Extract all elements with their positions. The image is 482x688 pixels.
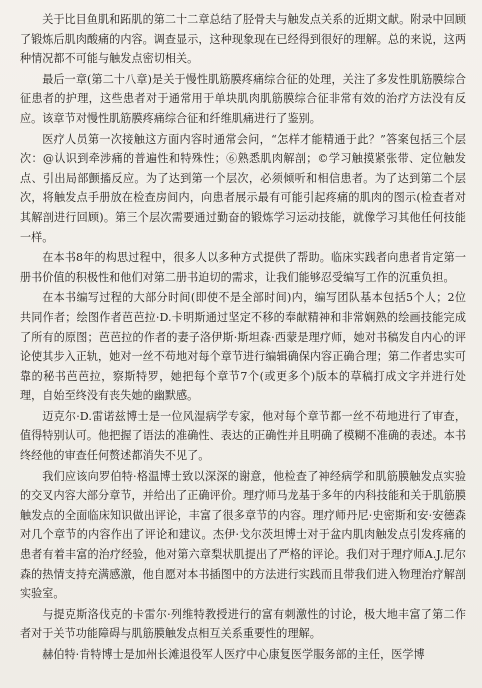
paragraph-5: 在本书编写过程的大部分时间(即使不是全部时间)内，编写团队基本包括5个人；2位共同作者；绘图作者芭芭拉·D.卡明斯通过坚定不移的奉献精神和非常娴熟的绘画技能完成了所有的原图；芭芭拉的作者的妻子洛伊斯·斯坦森·西蒙是理疗师，她对书稿发自内心的评论使其步入正轨，她对一丝不苟地对每个章节进行编辑确保内容正确合理；第二作者忠实可靠的秘书芭芭拉，察斯特罗，她把每个章节7个(或更多个)版本的草稿打成文字并进行处理，自始至终没有丧失她的幽默感。 [20, 291, 466, 403]
paragraph-8: 与提克斯洛伐克的卡雷尔·列维特教授进行的富有刺激性的讨论，极大地丰富了第二作者对于关节功能障碍与肌筋膜触发点相互关系重要性的理解。 [20, 607, 466, 641]
paragraph-3: 医疗人员第一次接触这方面内容时通常会问，“怎样才能精通于此？”答案包括三个层次：@认识到牵涉痛的普遍性和特殊性；⑥熟悉肌肉解剖；©学习触摸紧张带、定位触发点、引出局部颤搐反应。为了达到第一个层次，必须倾听和相信患者。为了达到第二个层次，将触发点手册放在检查房间内，向患者展示最有可能引起疼痛的肌肉的图示(检查者对其解剖进行回顾)。第三个层次需要通过勤奋的锻炼学习运动技能，就像学习其他任何技能一样。 [20, 132, 466, 244]
paragraph-2: 最后一章(第二十八章)是关于慢性肌筋膜疼痛综合征的处理，关注了多发性肌筋膜综合征患者的护理，这些患者对于通常用于单块肌肉肌筋膜综合征非常有效的治疗方法没有反应。该章节对慢性肌筋膜疼痛综合征和纤维肌痛进行了鉴别。 [20, 72, 466, 125]
paragraph-4: 在本书8年的构思过程中，很多人以多种方式提供了帮助。临床实践者向患者肯定第一册书价值的积极性和他们对第二册书迫切的需求，让我们能够忍受编写工作的沉重负担。 [20, 251, 466, 284]
paragraph-9: 赫伯特·肯特博士是加州长滩退役军人医疗中心康复医学服务部的主任，医学博 [42, 648, 425, 661]
paragraph-7: 我们应该向罗伯特·格温博士致以深深的谢意，他检查了神经病学和肌筋膜触发点实验的交叉内容大部分章节，并给出了正确评价。理疗师马龙基于多年的内科技能和关于肌筋膜触发点的全面临床知识做出评论，丰富了很多章节的内容。理疗师丹尼·史密斯和安·安德森对几个章节的内容作出了评论和建议。杰伊·戈尔茨坦博士对于盆内肌肉触发点引发疼痛的患者有着丰富的治疗经验，他对第六章梨状肌提出了严格的评论。我们对于理疗师A.J.尼尔森的热情支持充满感激，他自愿对本书插图中的方法进行实践而且带我们进入物理治疗解剖实验室。 [20, 469, 466, 601]
paragraph-1: 关于比目鱼肌和跖肌的第二十二章总结了胫骨夫与触发点关系的近期文献。附录中回顾了锻炼后肌肉酸痛的内容。调查显示，这种现象现在已经得到很好的理解。总的来说，这两种情况都不可能与触发点密切相关。 [20, 13, 466, 66]
paragraph-6: 迈克尔·D.雷诺兹博士是一位风湿病学专家，他对每个章节都一丝不苟地进行了审查，值得特别认可。他把握了语法的准确性、表达的正确性并且明确了模糊不准确的表述。本书终经他的审查任何赘述都消失不见了。 [20, 409, 466, 463]
